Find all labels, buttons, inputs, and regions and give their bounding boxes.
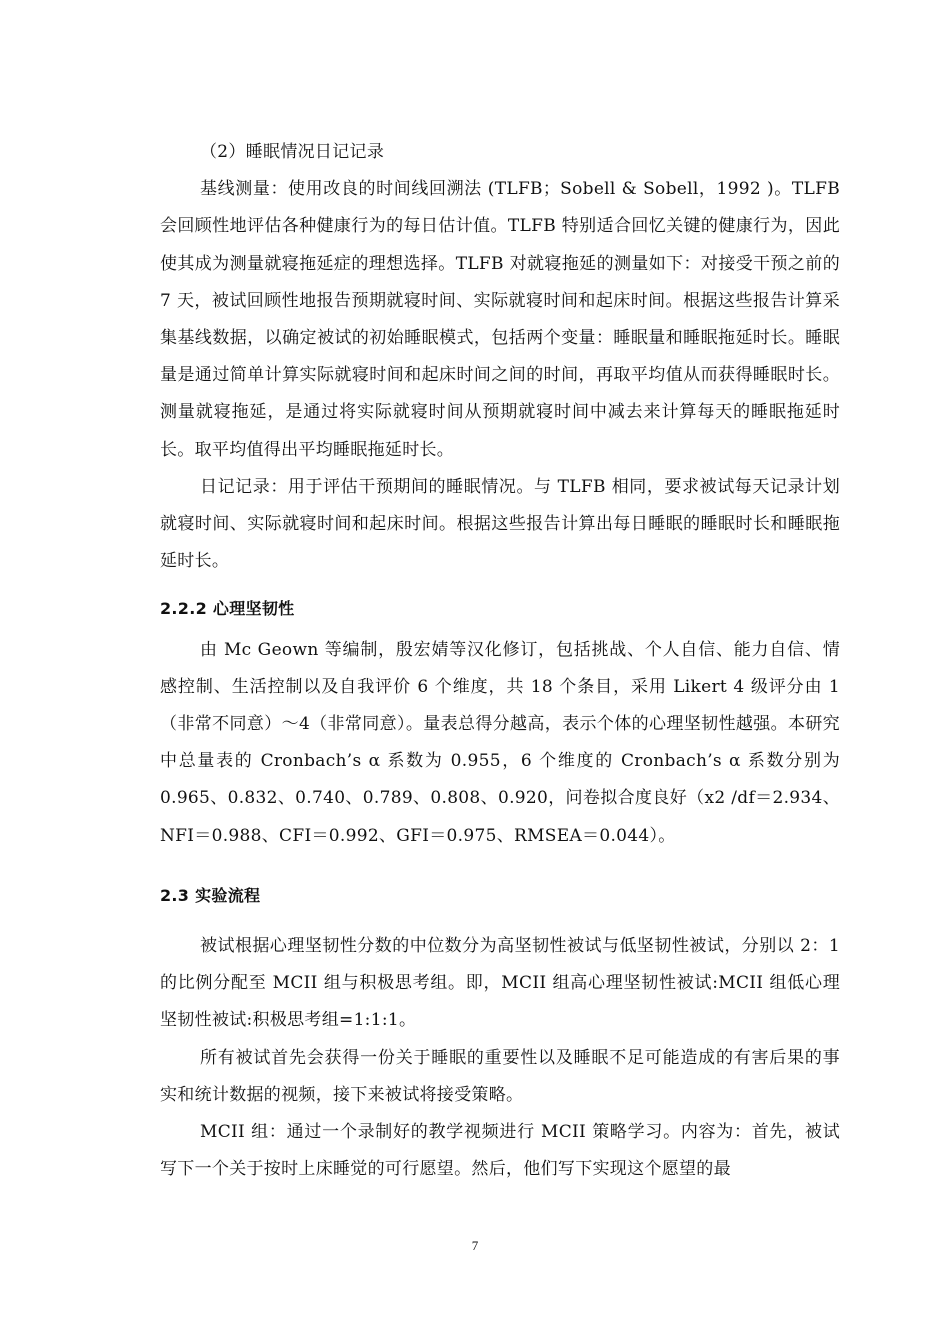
baseline-paragraph: 基线测量：使用改良的时间线回溯法 (TLFB；Sobell & Sobell，1992 )。TLFB会回顾性地评估各种健康行为的每日估计值。TLFB 特别适合回忆关键的健康行为，因此使其成为测量就寝拖延症的理想选择。TLFB 对就寝拖延的测量如下：对接受干预之前的 7 天，被试回顾性地报告预期就寝时间、实际就寝时间和起床时间。根据这些报告计算采集基线数据，以确定被试的初始睡眠模式，包括两个变量：睡眠量和睡眠拖延时长。睡眠量是通过简单计算实际就寝时间和起床时间之间的时间，再取平均值从而获得睡眠时长。测量就寝拖延，是通过将实际就寝时间从预期就寝时间中减去来计算每天的睡眠拖延时长。取平均值得出平均睡眠拖延时长。 xyxy=(160,179,840,460)
resilience-paragraph: 由 Mc Geown 等编制，殷宏婧等汉化修订，包括挑战、个人自信、能力自信、情感控制、生活控制以及自我评价 6 个维度，共 18 个条目，采用 Likert 4 级评分由 1（非常不同意）～4（非常同意）。量表总得分越高，表示个体的心理坚韧性越强。本研究中总量表的 Cronbach’s α 系数为 0.955，6 个维度的 Cronbach’s α 系数分别为 0.965、0.832、0.740、0.789、0.808、0.920，问卷拟合度良好（x2 /df＝2.934、NFI＝0.988、CFI＝0.992、GFI＝0.975、RMSEA＝0.044）。 xyxy=(160,639,840,846)
document-body xyxy=(160,134,840,1188)
page-number: 7 xyxy=(471,1238,479,1253)
grouping-paragraph: 被试根据心理坚韧性分数的中位数分为高坚韧性被试与低坚韧性被试，分别以 2：1 的比例分配至 MCII 组与积极思考组。即，MCII 组高心理坚韧性被试:MCII 组低心理坚韧性被试:积极思考组=1:1:1。 xyxy=(160,936,840,1031)
section-heading-2-3: 2.3 实验流程 xyxy=(160,885,261,905)
mcii-paragraph: MCII 组：通过一个录制好的教学视频进行 MCII 策略学习。内容为：首先，被试写下一个关于按时上床睡觉的可行愿望。然后，他们写下实现这个愿望的最 xyxy=(160,1122,840,1180)
section-heading-2-2-2: 2.2.2 心理坚韧性 xyxy=(160,599,295,619)
video-paragraph: 所有被试首先会获得一份关于睡眠的重要性以及睡眠不足可能造成的有害后果的事实和统计数据的视频，接下来被试将接受策略。 xyxy=(160,1047,840,1105)
diary-paragraph: 日记记录：用于评估干预期间的睡眠情况。与 TLFB 相同，要求被试每天记录计划就寝时间、实际就寝时间和起床时间。根据这些报告计算出每日睡眠的睡眠时长和睡眠拖延时长。 xyxy=(160,476,840,572)
subheading-sleep-diary: （2）睡眠情况日记记录 xyxy=(200,142,385,162)
